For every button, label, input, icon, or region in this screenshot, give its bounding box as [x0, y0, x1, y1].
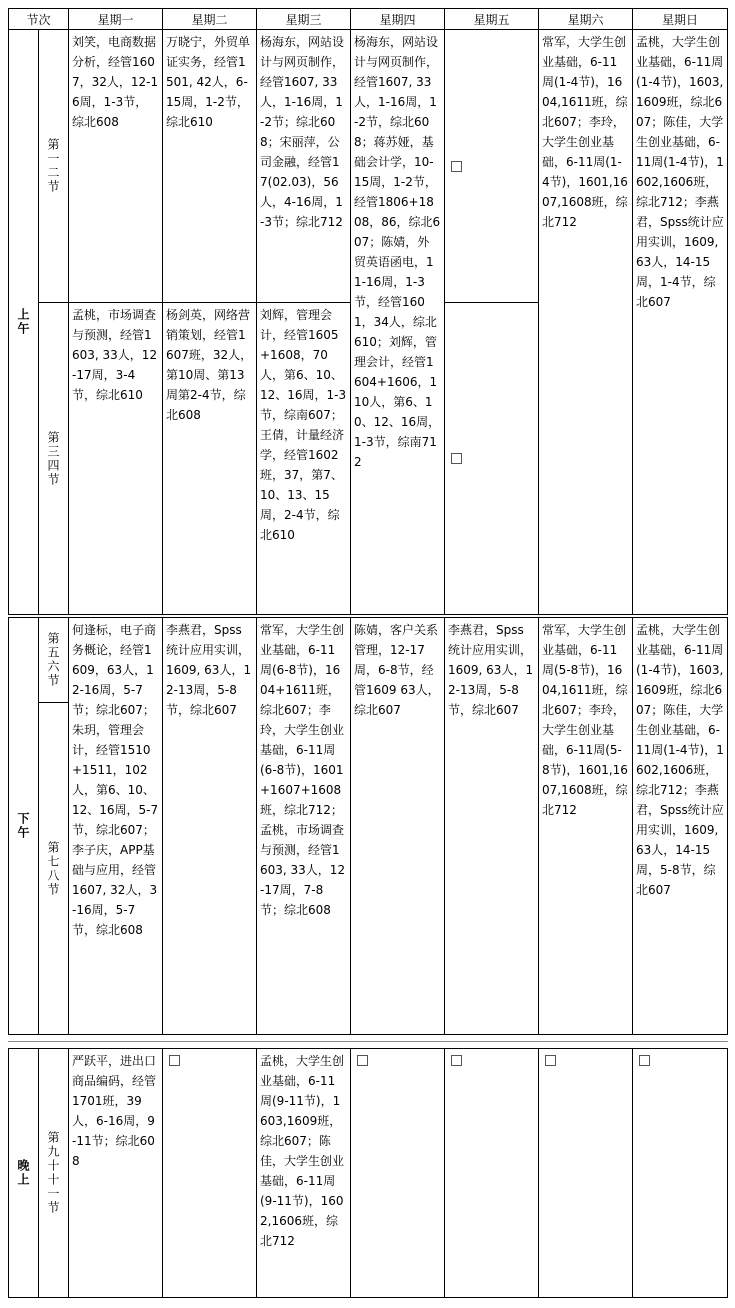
period-1-2 — [38, 29, 69, 303]
period-7-8-label: 第七八节 — [46, 840, 60, 897]
period-1-2-label: 第一二节 — [46, 138, 60, 194]
cell-mon-evening: 严跃平，进出口商品编码，经管1701班，39人，6-16周，9-11节；综北608 — [68, 1048, 163, 1298]
cell-tue-p12: 万晓宁，外贸单证实务，经管1501, 42人，6-15周，1-2节，综北610 — [162, 29, 257, 303]
timetable — [8, 8, 728, 1298]
cell-tue-evening — [162, 1048, 257, 1298]
period-3-4 — [38, 302, 69, 615]
checkbox-icon — [451, 453, 462, 464]
cell-mon-p34: 孟桃，市场调查与预测，经管1603, 33人，12-17周，3-4节，综北610 — [68, 302, 163, 615]
cell-fri-evening — [444, 1048, 539, 1298]
cell-tue-p34: 杨剑英，网络营销策划，经管1607班，32人，第10周、第13周第2-4节，综北608 — [162, 302, 257, 615]
cell-sat-morning: 常军，大学生创业基础，6-11周(1-4节)，1604,1611班，综北607；李玲，大学生创业基础，6-11周(1-4节)，1601,1607,1608班，综北712 — [538, 29, 633, 615]
cell-fri-p34 — [444, 302, 539, 615]
cell-sat-afternoon: 常军，大学生创业基础，6-11周(5-8节)，1604,1611班，综北607；李玲，大学生创业基础，6-11周(5-8节)，1601,1607,1608班，综北712 — [538, 617, 633, 1035]
cell-sun-evening — [632, 1048, 728, 1298]
period-9-11-label: 第九十十一节 — [46, 1131, 60, 1215]
header-friday: 星期五 — [444, 8, 539, 30]
cell-thu-morning: 杨海东，网站设计与网页制作，经管1607, 33人，1-16周，1-2节，综北608；蒋苏娅，基础会计学，10-15周，1-2节，经管1806+1808，86，综北607；陈婧，外贸英语函电，11-16周，1-3节，经管1601，34人，综北610；刘辉，管理会计，经管1604+1606，110人，第6、10、12、16周，1-3节，综南712 — [350, 29, 445, 615]
session-evening — [8, 1048, 39, 1298]
session-evening-label: 晚上 — [16, 1159, 30, 1187]
cell-wed-p12: 杨海东，网站设计与网页制作，经管1607, 33人，1-16周，1-2节；综北608；宋丽萍，公司金融，经管17(02.03)，56人，4-16周，1-3节；综北712 — [256, 29, 351, 303]
cell-thu-afternoon: 陈婧，客户关系管理，12-17周，6-8节，经管1609 63人，综北607 — [350, 617, 445, 1035]
header-wednesday: 星期三 — [256, 8, 351, 30]
cell-thu-evening — [350, 1048, 445, 1298]
checkbox-icon — [169, 1055, 180, 1066]
cell-sun-afternoon: 孟桃，大学生创业基础，6-11周(1-4节)，1603,1609班，综北607；陈佳，大学生创业基础，6-11周(1-4节)，1602,1606班，综北712；李燕君，Spss统计应用实训，1609,63人，14-15周，5-8节，综北607 — [632, 617, 728, 1035]
header-sunday: 星期日 — [632, 8, 728, 30]
cell-mon-p12: 刘笑，电商数据分析，经管1607，32人，12-16周，1-3节，综北608 — [68, 29, 163, 303]
checkbox-icon — [451, 1055, 462, 1066]
header-tuesday: 星期二 — [162, 8, 257, 30]
session-afternoon — [8, 617, 39, 1035]
cell-fri-p12 — [444, 29, 539, 303]
cell-sun-morning: 孟桃，大学生创业基础，6-11周(1-4节)，1603,1609班，综北607；陈佳，大学生创业基础，6-11周(1-4节)，1602,1606班，综北712；李燕君，Spss统计应用实训，1609,63人，14-15周，1-4节，综北607 — [632, 29, 728, 615]
checkbox-icon — [545, 1055, 556, 1066]
session-afternoon-label: 下午 — [16, 812, 30, 840]
header-slot: 节次 — [8, 8, 69, 30]
cell-mon-afternoon: 何逢标，电子商务概论，经管1609，63人，12-16周，5-7节；综北607；朱玥，管理会计，经管1510+1511，102人，第6、10、12、16周，5-7节，综北607；李子庆，APP基础与应用，经管1607, 32人，3-16周，5-7节，综北608 — [68, 617, 163, 1035]
cell-sat-evening — [538, 1048, 633, 1298]
period-3-4-label: 第三四节 — [46, 430, 60, 487]
period-7-8 — [38, 702, 69, 1035]
cell-fri-afternoon: 李燕君，Spss统计应用实训，1609, 63人，12-13周，5-8节，综北607 — [444, 617, 539, 1035]
session-morning-label: 上午 — [16, 308, 30, 336]
checkbox-icon — [357, 1055, 368, 1066]
timetable-grid — [8, 8, 728, 1298]
header-saturday: 星期六 — [538, 8, 633, 30]
session-morning — [8, 29, 39, 615]
header-thursday: 星期四 — [350, 8, 445, 30]
header-monday: 星期一 — [68, 8, 163, 30]
period-5-6 — [38, 617, 69, 703]
cell-wed-evening: 孟桃，大学生创业基础，6-11周(9-11节)，1603,1609班，综北607；陈佳，大学生创业基础，6-11周(9-11节)，1602,1606班，综北712 — [256, 1048, 351, 1298]
period-9-11 — [38, 1048, 69, 1298]
cell-tue-afternoon: 李燕君，Spss统计应用实训，1609, 63人，12-13周，5-8节，综北607 — [162, 617, 257, 1035]
checkbox-icon — [639, 1055, 650, 1066]
cell-wed-p34: 刘辉，管理会计，经管1605+1608，70人，第6、10、12、16周，1-3节，综南607；王倩，计量经济学，经管1602班，37，第7、10、13、15周，2-4节，综北610 — [256, 302, 351, 615]
cell-wed-afternoon: 常军，大学生创业基础，6-11周(6-8节)，1604+1611班，综北607；李玲，大学生创业基础，6-11周(6-8节)，1601+1607+1608班，综北712；孟桃，市场调查与预测，经管1603, 33人，12-17周，7-8节；综北608 — [256, 617, 351, 1035]
period-5-6-label: 第五六节 — [46, 632, 60, 688]
checkbox-icon — [451, 161, 462, 172]
